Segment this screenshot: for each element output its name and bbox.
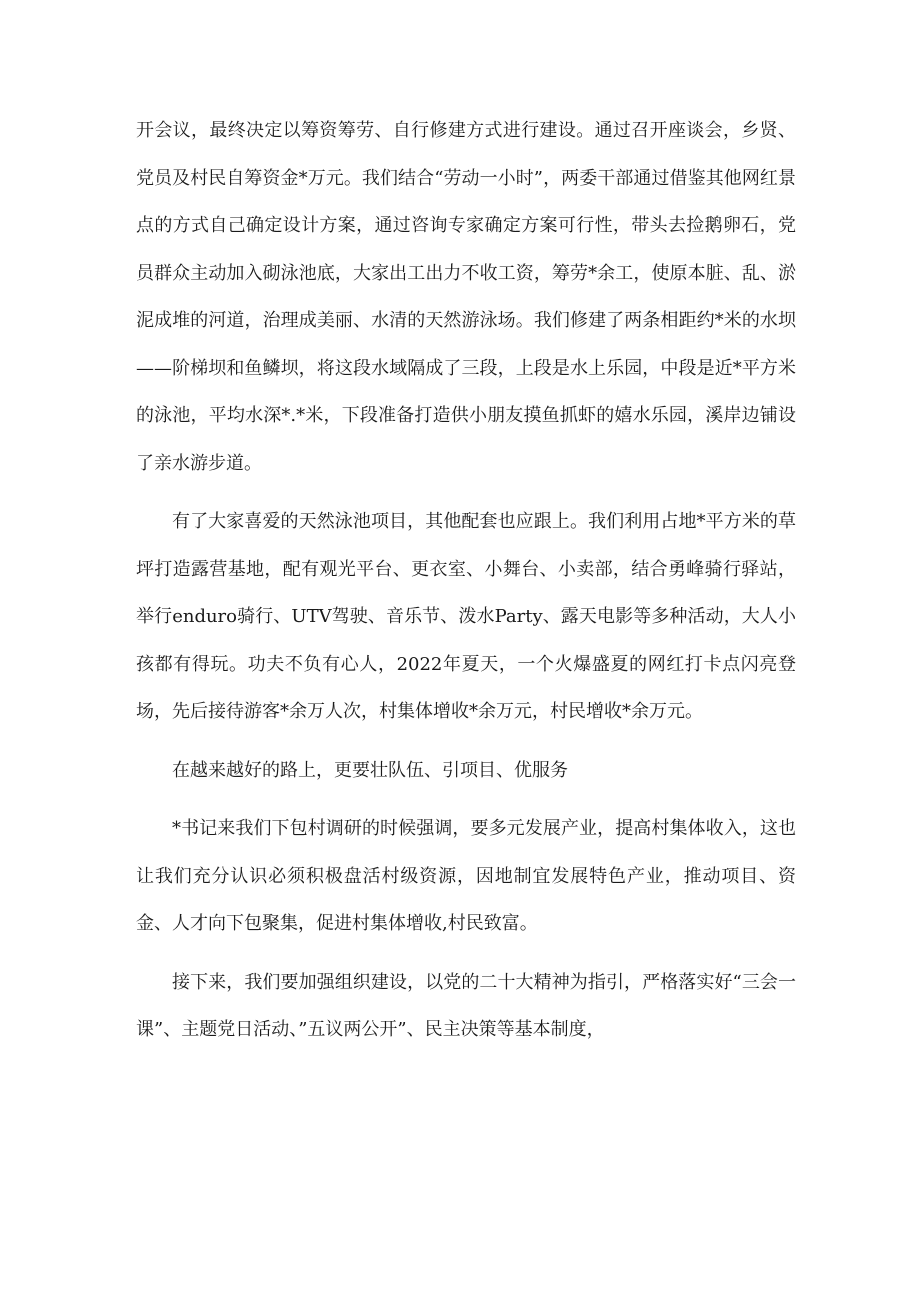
paragraph-2: 有了大家喜爱的天然泳池项目，其他配套也应跟上。我们利用占地*平方米的草坪打造露营基地，配有观光平台、更衣室、小舞台、小卖部，结合勇峰骑行驿站，举行enduro骑行、UTV驾驶、音乐节、泼水Party、露天电影等多种活动，大人小孩都有得玩。功夫不负有心人，2022年夏天，一个火爆盛夏的网红打卡点闪亮登场，先后接待游客*余万人次，村集体增收*余万元，村民增收*余万元。	[136, 511, 796, 722]
body-text	[136, 107, 796, 1065]
section-heading: 在越来越好的路上，更要壮队伍、引项目、优服务	[172, 759, 568, 781]
paragraph-4: 接下来，我们要加强组织建设，以党的二十大精神为指引，严格落实好“三会一课”、主题党日活动、”五议两公开”、民主决策等基本制度，	[136, 971, 796, 1040]
paragraph-3: *书记来我们下包村调研的时候强调，要多元发展产业，提高村集体收入，这也让我们充分认识必须积极盘活村级资源，因地制宜发展特色产业，推动项目、资金、人才向下包聚集，促进村集体增收,村民致富。	[136, 818, 796, 934]
paragraph-1: 开会议，最终决定以筹资筹劳、自行修建方式进行建设。通过召开座谈会，乡贤、党员及村民自筹资金*万元。我们结合“劳动一小时”，两委干部通过借鉴其他网红景点的方式自己确定设计方案，通过咨询专家确定方案可行性，带头去捡鹅卵石，党员群众主动加入砌泳池底，大家出工出力不收工资，筹劳*余工，使原本脏、乱、淤泥成堆的河道，治理成美丽、水清的天然游泳场。我们修建了两条相距约*米的水坝——阶梯坝和鱼鳞坝，将这段水域隔成了三段，上段是水上乐园，中段是近*平方米的泳池，平均水深*.*米，下段准备打造供小朋友摸鱼抓虾的嬉水乐园，溪岸边铺设了亲水游步道。	[136, 120, 796, 474]
